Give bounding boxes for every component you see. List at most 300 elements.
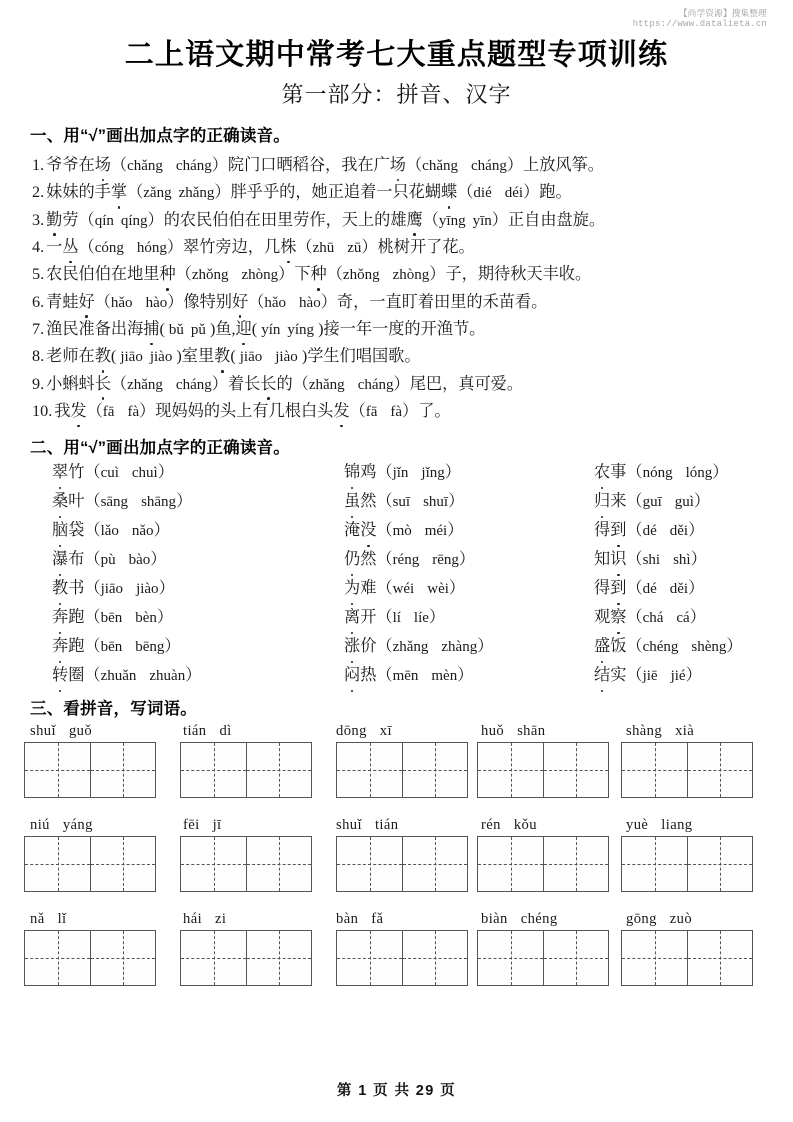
word-character: 跑 [68,608,85,627]
watermark-source-label: 【尚学资源】搜集整理 [678,8,767,18]
tianzige-writing-box[interactable] [621,836,753,892]
pinyin-option[interactable]: chǎng [127,158,163,175]
pinyin-option[interactable]: hǎo [264,294,287,311]
pinyin-option[interactable]: shèng [691,639,727,656]
pinyin-prompt [465,721,612,742]
paren-open: （ [84,579,101,598]
dotted-character: 发 [70,398,86,424]
sentence-text: （ [110,156,128,175]
pinyin-prompt [612,909,759,930]
tianzige-writing-box[interactable] [621,930,753,986]
word-pinyin-cell [594,487,769,516]
pinyin-option[interactable]: cuì [100,465,119,482]
pinyin-prompt [171,909,318,930]
sentence-text: ）院门口晒稻谷，我在广 [211,156,390,175]
pinyin-option[interactable]: hào [145,294,168,311]
sentence-text: )室里 [172,347,215,366]
pinyin-option[interactable]: nóng [642,465,673,482]
tianzige-cell[interactable] [25,931,90,985]
pinyin-option[interactable]: sāng [100,494,129,511]
pinyin-option[interactable]: jiē [642,668,658,685]
pinyin-option[interactable]: qíng [120,212,148,229]
sentence-text: )鱼, [205,319,236,338]
pinyin-option[interactable]: yīng [438,212,466,229]
word-character: 饭 [610,637,627,656]
word-pinyin-cell [594,516,769,545]
dotted-character: 迎 [236,316,252,342]
sentence-text: 的（ [276,374,309,393]
tianzige-cell[interactable] [402,837,467,891]
pinyin-syllable: fēi [183,817,200,834]
dotted-character: 蝶 [441,179,457,205]
pinyin-option[interactable]: lǎo [100,523,119,540]
pinyin-option[interactable]: zhǎng [178,185,215,202]
paren-close: ） [176,492,193,511]
writing-item [612,909,759,986]
sentence-text: 青蛙 [46,292,79,311]
sentence-text: ）下 [278,265,311,284]
pinyin-syllable: xià [675,723,695,740]
tianzige-cell[interactable] [246,743,311,797]
sentence-text: )接一年一度的开渔节。 [314,319,486,338]
word-pinyin-cell [24,632,344,661]
word-pinyin-cell [344,632,594,661]
pinyin-option[interactable]: bèn [135,610,157,627]
pinyin-option[interactable]: dé [642,581,657,598]
tianzige-cell[interactable] [181,931,246,985]
dotted-character: 鹰 [407,207,423,233]
pinyin-option[interactable]: jǐn [392,465,409,482]
sentence-text: ）着长 [211,374,261,393]
pinyin-option[interactable]: cóng [94,240,124,257]
paren-open: （ [84,521,101,540]
pinyin-option[interactable]: dié [473,185,492,202]
pinyin-syllable: zuò [669,911,693,928]
dotted-character: 勤 [46,207,62,233]
paren-close: ） [726,637,743,656]
word-pinyin-cell [24,574,344,603]
pinyin-option[interactable]: shì [673,552,691,569]
dotted-character: 好 [232,289,248,315]
pinyin-option[interactable]: jiāo [120,349,143,366]
sentence-text: ( [251,319,262,338]
word-character: 价 [360,637,377,656]
tianzige-writing-box[interactable] [477,742,609,798]
dotted-character: 农 [594,458,610,486]
pinyin-syllable: shàng [626,723,663,740]
dotted-character: 脑 [52,516,68,544]
sentence-text: 一 [46,238,63,257]
pinyin-option[interactable]: lí [392,610,401,627]
dotted-character: 结 [594,661,610,689]
tianzige-cell[interactable] [478,837,543,891]
tianzige-writing-box[interactable] [477,836,609,892]
paren-close: ） [150,550,167,569]
tianzige-cell[interactable] [337,837,402,891]
sentence-text: ( [230,347,240,366]
sentence-text: （ [457,183,474,202]
pinyin-writing-area [24,719,769,986]
pinyin-option[interactable]: qín [94,212,114,229]
page-subtitle: 第一部分：拼音、汉字 [281,81,512,107]
tianzige-cell[interactable] [687,837,752,891]
word-pinyin-cell [344,516,594,545]
pinyin-option[interactable]: zhǒng [342,267,380,284]
pinyin-option[interactable]: hào [299,294,321,311]
word-character: 袋 [68,521,85,540]
word-character: 得 [594,521,611,540]
pinyin-option[interactable]: fà [390,403,403,420]
pinyin-option[interactable]: děi [669,581,689,598]
tianzige-cell[interactable] [543,931,608,985]
tianzige-cell[interactable] [181,837,246,891]
sentence-text: ）正自由盘旋。 [491,210,606,229]
pinyin-option[interactable]: bēn [100,610,123,627]
pinyin-option[interactable]: shi [642,552,661,569]
tianzige-writing-box[interactable] [24,742,156,798]
pinyin-option[interactable]: líe [413,610,429,627]
pinyin-option[interactable]: fà [127,403,140,420]
pinyin-syllable: niú [30,817,50,834]
pinyin-option[interactable]: zū [347,240,362,257]
pinyin-option[interactable]: méi [424,523,448,540]
dotted-character: 桑 [52,487,68,515]
pinyin-option[interactable]: bào [128,552,151,569]
paren-close: ） [690,550,707,569]
dotted-character: 锦 [344,458,360,486]
pinyin-option[interactable]: bēng [135,639,165,656]
pinyin-option[interactable]: chǎng [422,158,458,175]
pinyin-option[interactable]: chéng [642,639,679,656]
pinyin-syllable: yuè [626,817,649,834]
pinyin-option[interactable]: zhǎng [308,376,345,393]
dotted-character: 涨 [344,632,360,660]
pinyin-option[interactable]: zhuǎn [100,668,137,685]
sentence-text: ）了。 [402,401,451,420]
tianzige-cell[interactable] [337,931,402,985]
pinyin-syllable: biàn [481,911,508,928]
pinyin-option[interactable]: zhǎng [127,376,163,393]
pinyin-option[interactable]: déi [504,185,524,202]
word-character: 布 [68,550,85,569]
paren-close: ） [447,521,464,540]
tianzige-cell[interactable] [478,931,543,985]
pinyin-option[interactable]: wéi [392,581,415,598]
pinyin-option[interactable]: fā [365,403,378,420]
pinyin-option[interactable]: hǎo [110,294,133,311]
paren-close: ） [156,608,174,627]
pinyin-syllable: tián [183,723,207,740]
pinyin-option[interactable]: rēng [432,552,459,569]
pinyin-option[interactable]: jiào [275,349,298,366]
word-character: 热 [360,666,377,685]
pinyin-option[interactable]: jié [670,668,686,685]
pinyin-syllable: nǎ [30,911,45,928]
dotted-character: 长 [260,371,276,397]
page-footer: 第 1 页 共 29 页 [336,1083,457,1099]
dotted-character: 识 [610,545,626,573]
dotted-character: 瀑 [52,545,68,573]
question-item [24,289,769,316]
dotted-character: 种 [159,261,175,287]
pinyin-syllable: rén [481,817,501,834]
writing-item [318,815,465,892]
pinyin-option[interactable]: pǔ [190,321,206,338]
tianzige-cell[interactable] [90,931,155,985]
paren-close: ） [458,550,476,569]
dotted-character: 闷 [344,661,360,689]
tianzige-cell[interactable] [478,743,543,797]
pinyin-option[interactable]: cháng [357,376,394,393]
sentence-text: （ [349,401,366,420]
writing-item [465,815,612,892]
pinyin-option[interactable]: chá [642,610,664,627]
question-item [24,234,769,261]
sentence-text: ）的农民伯伯在田里劳作，天上的雄 [147,210,407,229]
paren-close: ） [444,463,461,482]
pinyin-prompt [24,815,171,836]
tianzige-cell[interactable] [402,931,467,985]
pinyin-option[interactable]: bǔ [168,321,184,338]
sentence-text: )学生们唱国歌。 [297,347,421,366]
pinyin-option[interactable]: mò [392,523,412,540]
word-pinyin-cell [594,574,769,603]
pinyin-syllable: kǒu [513,817,537,834]
pinyin-option[interactable]: lóng [685,465,713,482]
paren-close: ） [448,492,465,511]
word-character: 鸡 [360,463,377,482]
paren-open: （ [626,666,643,685]
tianzige-cell[interactable] [622,931,687,985]
pinyin-option[interactable]: pù [100,552,116,569]
dotted-character: 丛 [62,234,78,260]
pinyin-option[interactable]: zhòng [392,267,430,284]
word-pinyin-cell [594,603,769,632]
sentence-text: ）奇，一直盯着田里的禾苗看。 [320,292,548,311]
paren-close: ） [685,666,702,685]
sentence-text: （ [175,265,192,284]
pinyin-option[interactable]: děi [669,523,689,540]
pinyin-syllable: shuǐ [336,817,362,834]
tianzige-cell[interactable] [246,837,311,891]
word-pinyin-cell [344,574,594,603]
writing-item [171,815,318,892]
sentence-text: （ [94,292,111,311]
pinyin-option[interactable]: yīn [472,212,492,229]
paren-open: （ [626,521,643,540]
tianzige-writing-box[interactable] [336,930,468,986]
pinyin-option[interactable]: cháng [175,376,212,393]
tianzige-writing-box[interactable] [24,930,156,986]
tianzige-writing-box[interactable] [180,930,312,986]
dotted-character: 好 [79,289,95,315]
tianzige-writing-box[interactable] [180,742,312,798]
paren-close: ） [448,579,466,598]
word-character: 然 [360,550,377,569]
pinyin-syllable: huǒ [481,723,505,740]
sentence-text: ）现妈妈的头上有几根白头 [139,401,334,420]
dotted-character: 离 [344,603,360,631]
pinyin-option[interactable]: zhuàn [149,668,186,685]
tianzige-cell[interactable] [246,931,311,985]
question-item [24,398,769,425]
sentence-text: ）尾巴，真可爱。 [393,374,524,393]
tianzige-cell[interactable] [687,931,752,985]
tianzige-writing-box[interactable] [621,742,753,798]
question-number: 8. [32,347,45,366]
tianzige-cell[interactable] [543,837,608,891]
pinyin-syllable: shuǐ [30,723,56,740]
pinyin-syllable: dōng [336,723,367,740]
pinyin-option[interactable]: zǎng [143,185,172,202]
table-row [24,632,769,661]
dotted-character: 转 [52,661,68,689]
pinyin-option[interactable]: zhòng [241,267,279,284]
pinyin-syllable: hái [183,911,203,928]
sentence-text: ）上放风筝。 [506,156,604,175]
dotted-character: 归 [594,487,610,515]
writing-item [318,909,465,986]
pinyin-option[interactable]: réng [392,552,420,569]
dotted-character: 场 [95,152,111,178]
tianzige-cell[interactable] [90,837,155,891]
word-pinyin-cell [24,545,344,574]
word-character: 事 [610,463,627,482]
word-character: 竹 [68,463,85,482]
pinyin-option[interactable]: zhǎng [392,639,429,656]
writing-item [612,815,759,892]
row-spacer [24,798,769,815]
pinyin-syllable: bàn [336,911,359,928]
pinyin-option[interactable]: yíng [287,321,315,338]
sentence-text: （ [296,238,313,257]
pinyin-option[interactable]: hóng [136,240,167,257]
pinyin-option[interactable]: wèi [427,581,449,598]
sentence-text: （ [78,238,95,257]
sentence-text: 劳（ [62,210,95,229]
word-pinyin-cell [594,632,769,661]
pinyin-option[interactable]: mèn [431,668,458,685]
tianzige-writing-box[interactable] [477,930,609,986]
paren-open: （ [84,550,101,569]
word-pinyin-cell [24,516,344,545]
pinyin-option[interactable]: guī [642,494,662,511]
sentence-text: ）桃树开了花。 [361,238,475,257]
pinyin-option[interactable]: chuì [131,465,158,482]
sentence-text: 老师在 [46,347,95,366]
pinyin-option[interactable]: suī [392,494,411,511]
pinyin-option[interactable]: jǐng [421,465,445,482]
tianzige-cell[interactable] [181,743,246,797]
pinyin-option[interactable]: cháng [471,158,507,175]
pinyin-option[interactable]: shuī [423,494,449,511]
pinyin-option[interactable]: cá [676,610,690,627]
dotted-character: 教 [52,574,68,602]
pinyin-option[interactable]: jiāo [239,349,263,366]
sentence-text: 我 [54,401,71,420]
table-row [24,574,769,603]
question-number: 10. [32,401,53,420]
tianzige-cell[interactable] [337,743,402,797]
word-character: 淹 [344,521,361,540]
tianzige-cell[interactable] [25,743,90,797]
pinyin-option[interactable]: zhū [312,240,335,257]
pinyin-option[interactable]: shāng [141,494,177,511]
paren-open: （ [84,463,101,482]
table-row [24,487,769,516]
pinyin-prompt [24,721,171,742]
question-item [24,316,769,343]
pinyin-option[interactable]: bēn [100,639,123,656]
question-number: 4. [32,238,45,257]
pinyin-option[interactable]: mēn [392,668,419,685]
tianzige-cell[interactable] [90,743,155,797]
tianzige-cell[interactable] [543,743,608,797]
tianzige-cell[interactable] [25,837,90,891]
tianzige-cell[interactable] [622,743,687,797]
sentence-text: ）子，期待秋天丰收。 [429,265,592,284]
question-number: 9. [32,374,45,393]
dotted-character: 奔 [52,632,68,660]
pinyin-option[interactable]: jiào [149,349,173,366]
pinyin-option[interactable]: zhàng [441,639,478,656]
question-number: 1. [32,156,45,175]
dotted-character: 为 [344,574,360,602]
word-pinyin-cell [24,458,344,487]
tianzige-writing-box[interactable] [336,742,468,798]
paren-close: ） [688,521,705,540]
tianzige-writing-box[interactable] [336,836,468,892]
writing-row [24,909,769,986]
dotted-character: 教 [95,343,111,369]
pinyin-prompt [171,815,318,836]
dotted-character: 没 [360,516,376,544]
paren-open: （ [376,579,393,598]
word-character: 得 [594,579,611,598]
paren-open: （ [376,463,393,482]
tianzige-writing-box[interactable] [180,836,312,892]
pinyin-option[interactable]: dé [642,523,657,540]
sentence-text: ( [159,319,169,338]
paren-close: ） [158,579,175,598]
pinyin-syllable: gōng [626,911,657,928]
tianzige-writing-box[interactable] [24,836,156,892]
pinyin-option[interactable]: yín [261,321,281,338]
writing-item [171,909,318,986]
tianzige-cell[interactable] [687,743,752,797]
sentence-text: 妹妹的手 [46,183,111,202]
pinyin-option[interactable]: fā [102,403,115,420]
pinyin-option[interactable]: jiāo [100,581,124,598]
section-heading-1: 一、用“√”画出加点字的正确读音。 [30,127,290,146]
pinyin-option[interactable]: guì [674,494,694,511]
question-item [24,152,769,179]
pinyin-option[interactable]: zhǒng [191,267,229,284]
dotted-character: 盛 [594,632,610,660]
word-character: 叶 [68,492,85,511]
pinyin-option[interactable]: jiào [136,581,159,598]
question-number: 3. [32,210,45,229]
dotted-character: 察 [610,603,626,631]
pinyin-option[interactable]: cháng [175,158,212,175]
word-pinyin-cell [594,661,769,690]
section-heading-3: 三、看拼音，写词语。 [30,700,197,719]
tianzige-cell[interactable] [402,743,467,797]
writing-item [24,721,171,798]
tianzige-cell[interactable] [622,837,687,891]
pinyin-option[interactable]: nǎo [131,523,154,540]
sentence-text: ）胖乎乎的，她正追着一只花蝴 [214,183,442,202]
